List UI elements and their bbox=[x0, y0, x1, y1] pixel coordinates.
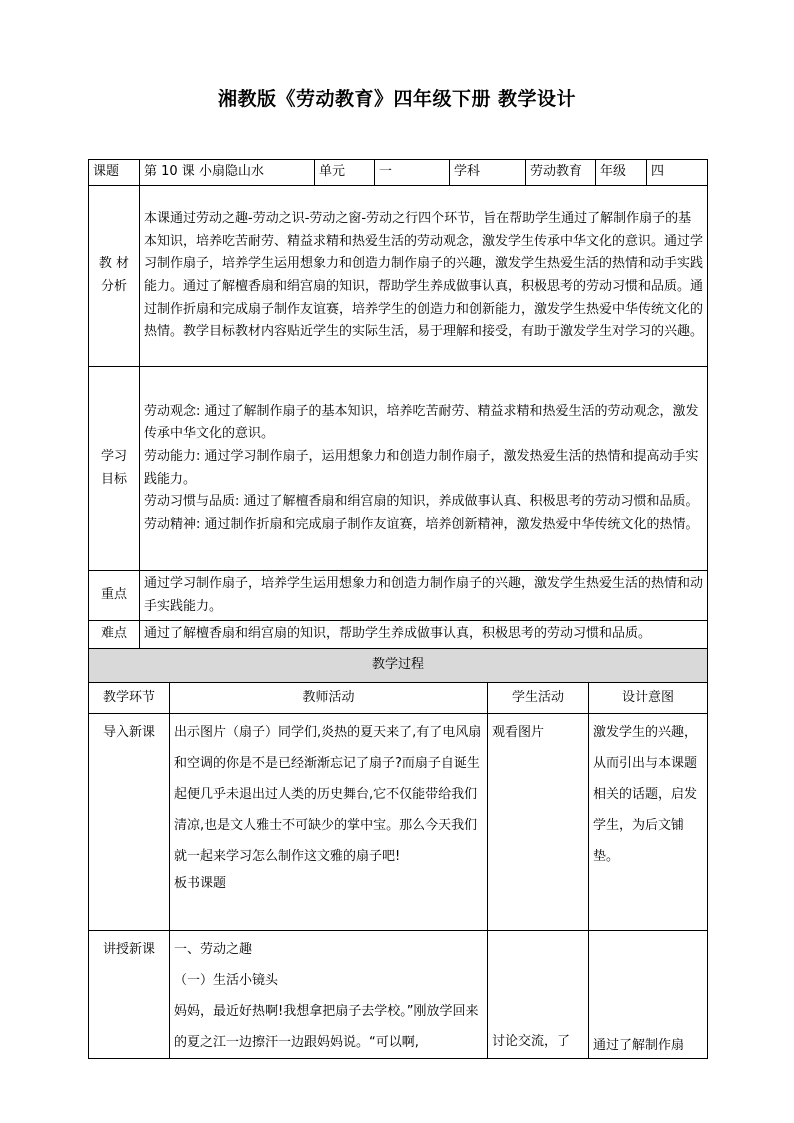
unit-value: 一 bbox=[375, 160, 450, 186]
goal-item: 劳动精神: 通过制作折扇和完成扇子制作友谊赛，培养创新精神，激发热爱中华传统文化的热情。 bbox=[144, 516, 699, 532]
teacher-activity bbox=[170, 714, 488, 931]
grade-label: 年级 bbox=[596, 160, 647, 186]
material-label: 教 材 分析 bbox=[89, 186, 140, 367]
lesson-value: 第 10 课 小扇隐山水 bbox=[140, 160, 315, 186]
goal-item: 劳动能力: 通过学习制作扇子，运用想象力和创造力制作扇子，激发热爱生活的热情和提高动手实践能力。 bbox=[144, 448, 699, 487]
teacher-paragraph: 板书课题 bbox=[174, 876, 227, 891]
process-heading: 教学过程 bbox=[89, 649, 708, 683]
subject-value: 劳动教育 bbox=[526, 160, 596, 186]
goals-label: 学习 目标 bbox=[89, 367, 140, 571]
difficulty-label: 难点 bbox=[89, 621, 140, 649]
column-header: 设计意图 bbox=[589, 683, 708, 714]
stage-cell: 导入新课 bbox=[89, 714, 170, 931]
lesson-info-table bbox=[88, 159, 708, 649]
unit-label: 单元 bbox=[315, 160, 375, 186]
page-title: 湘教版《劳动教育》四年级下册 教学设计 bbox=[217, 88, 577, 110]
teacher-paragraph: 一、劳动之趣 bbox=[174, 942, 253, 957]
difficulty-text: 通过了解檀香扇和绢宫扇的知识，帮助学生养成做事认真，积极思考的劳动习惯和品质。 bbox=[140, 621, 708, 649]
teacher-activity bbox=[170, 931, 488, 1059]
design-intent: 通过了解制作扇 bbox=[589, 931, 708, 1059]
lesson-label: 课题 bbox=[89, 160, 140, 186]
column-header: 学生活动 bbox=[488, 683, 589, 714]
stage-cell: 讲授新课 bbox=[89, 931, 170, 1059]
column-header: 教师活动 bbox=[170, 683, 488, 714]
subject-label: 学科 bbox=[450, 160, 526, 186]
student-activity: 观看图片 bbox=[488, 714, 589, 931]
key-point-label: 重点 bbox=[89, 571, 140, 621]
goal-item: 劳动观念: 通过了解制作扇子的基本知识，培养吃苦耐劳、精益求精和热爱生活的劳动观念，激发传承中华文化的意识。 bbox=[144, 403, 699, 442]
material-analysis: 本课通过劳动之趣-劳动之识-劳动之窗-劳动之行四个环节，旨在帮助学生通过了解制作扇子的基本知识，培养吃苦耐劳、精益求精和热爱生活的劳动观念，激发学生传承中华文化的意识。通过学习制作扇子，培养学生运用想象力和创造力制作扇子的兴趣，激发学生热爱生活的热情和动手实践能力。通过了解檀香扇和绢宫扇的知识，帮助学生养成做事认真，积极思考的劳动习惯和品质。通过制作折扇和完成扇子制作友谊赛，培养学生的创造力和创新能力，激发学生热爱中华传统文化的热情。教学目标教材内容贴近学生的实际生活，易于理解和接受，有助于激发学生对学习的兴趣。 bbox=[140, 186, 708, 367]
learning-goals bbox=[140, 367, 708, 571]
table-row bbox=[89, 714, 708, 931]
goal-item: 劳动习惯与品质: 通过了解檀香扇和绢宫扇的知识，养成做事认真、积极思考的劳动习惯和品质。 bbox=[144, 494, 699, 510]
teaching-process-table bbox=[88, 648, 708, 1059]
key-point-text: 通过学习制作扇子，培养学生运用想象力和创造力制作扇子的兴趣，激发学生热爱生活的热情和动手实践能力。 bbox=[140, 571, 708, 621]
column-header: 教学环节 bbox=[89, 683, 170, 714]
table-row bbox=[89, 931, 708, 1059]
teacher-paragraph: （一）生活小镜头 bbox=[174, 973, 279, 988]
grade-value: 四 bbox=[647, 160, 708, 186]
teacher-paragraph: 妈妈，最近好热啊!我想拿把扇子去学校。”刚放学回来的夏之江一边擦汗一边跟妈妈说。“可以啊, bbox=[174, 1004, 479, 1050]
teacher-paragraph: 出示图片（扇子）同学们,炎热的夏天来了,有了电风扇和空调的你是不是已经渐渐忘记了扇子?而扇子自诞生起便几乎未退出过人类的历史舞台,它不仅能带给我们清凉,也是文人雅士不可缺少的掌中宝。那么今天我们就一起来学习怎么制作这文雅的扇子吧! bbox=[174, 725, 482, 864]
student-activity: 讨论交流，了 bbox=[488, 931, 589, 1059]
design-intent: 激发学生的兴趣，从而引出与本课题相关的话题，启发学生，为后文铺垫。 bbox=[589, 714, 708, 931]
